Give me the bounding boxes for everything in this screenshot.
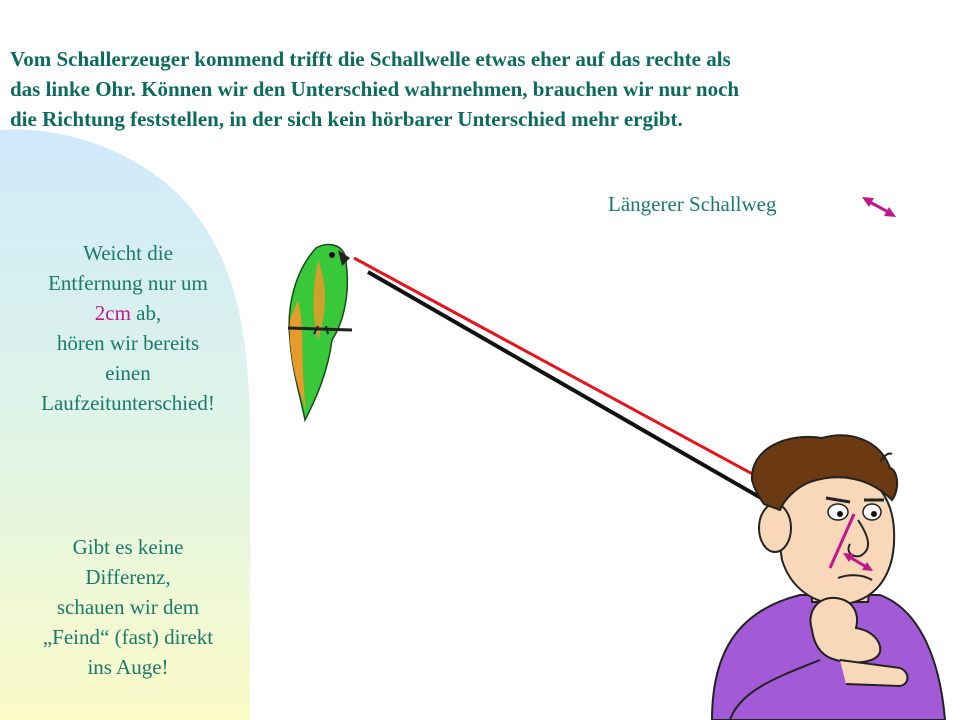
side2-line-1: Gibt es keine xyxy=(72,535,184,559)
side1-line-2: Entfernung nur um xyxy=(48,271,208,295)
distance-value: 2cm xyxy=(94,301,131,325)
side1-line-3-rest: ab, xyxy=(130,301,162,325)
double-arrow-icon xyxy=(862,197,896,217)
side2-line-3: schauen wir dem xyxy=(56,595,200,619)
intro-line-2: das linke Ohr. Können wir den Unterschied wahrnehmen, brauchen wir nur noch xyxy=(10,77,740,101)
side2-line-2: Differenz, xyxy=(85,565,171,589)
intro-line-1: Vom Schallerzeuger kommend trifft die Schallwelle etwas eher auf das rechte als xyxy=(10,47,731,71)
side1-line-5: einen xyxy=(105,361,151,385)
side2-line-4: „Feind“ (fast) direkt xyxy=(42,625,214,649)
side2-line-5: ins Auge! xyxy=(87,655,169,679)
side1-line-4: hören wir bereits xyxy=(56,331,200,355)
legend-label: Längerer Schallweg xyxy=(608,192,777,216)
person-illustration xyxy=(712,435,945,720)
side1-line-6: Laufzeitunterschied! xyxy=(41,391,215,415)
side1-line-1: Weicht die xyxy=(83,241,173,265)
parrot-illustration xyxy=(288,244,352,420)
intro-line-3: die Richtung feststellen, in der sich kein hörbarer Unterschied mehr ergibt. xyxy=(10,107,683,131)
